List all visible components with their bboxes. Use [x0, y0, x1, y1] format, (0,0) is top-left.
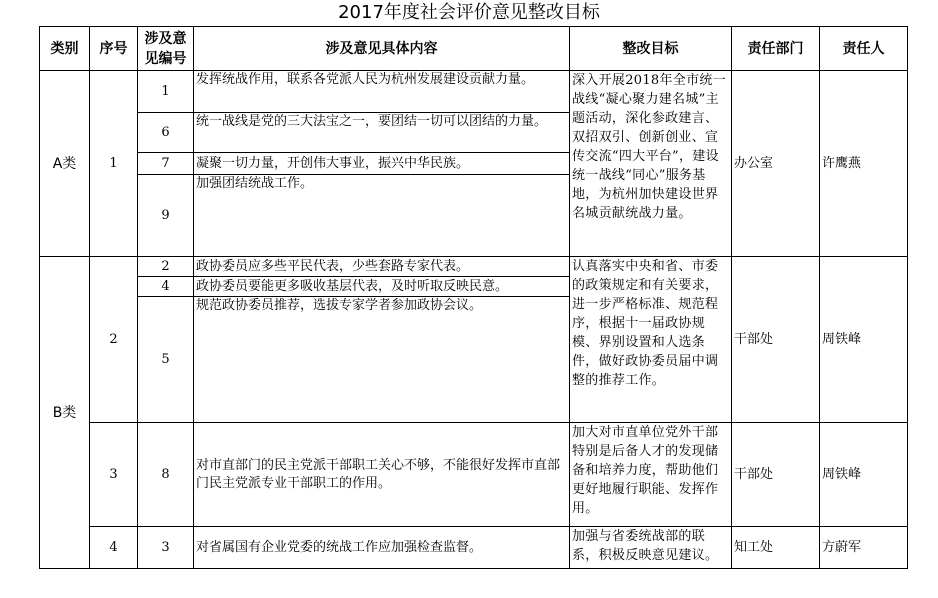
ref-no-cell: 3 [138, 527, 194, 569]
category-a: A类 [40, 71, 90, 257]
person-cell: 周铁峰 [820, 423, 908, 527]
target-cell: 深入开展2018年全市统一战线“凝心聚力建名城”主题活动，深化参政建言、双招双引、创新创业、宣传交流“四大平台”，建设统一战线“同心”服务基地，为杭州加快建设世界名城贡献统战力量。 [570, 71, 732, 257]
content-cell: 统一战线是党的三大法宝之一，要团结一切可以团结的力量。 [194, 113, 570, 153]
header-category: 类别 [40, 27, 90, 71]
category-b: B类 [40, 257, 90, 569]
header-row [40, 27, 908, 71]
person-cell: 周铁峰 [820, 257, 908, 423]
content-cell: 加强团结统战工作。 [194, 175, 570, 257]
page-title: 2017年度社会评价意见整改目标 [338, 2, 600, 23]
ref-no-cell: 8 [138, 423, 194, 527]
ref-no-cell: 4 [138, 277, 194, 297]
dept-cell: 干部处 [732, 423, 820, 527]
header-ref-no: 涉及意见编号 [138, 27, 194, 71]
seq-cell: 4 [90, 527, 138, 569]
target-cell: 加大对市直单位党外干部特别是后备人才的发现储备和培养力度，帮助他们更好地履行职能、发挥作用。 [570, 423, 732, 527]
ref-no-cell: 7 [138, 153, 194, 175]
dept-cell: 知工处 [732, 527, 820, 569]
dept-cell: 干部处 [732, 257, 820, 423]
ref-no-cell: 9 [138, 175, 194, 257]
target-cell: 加强与省委统战部的联系，积极反映意见建议。 [570, 527, 732, 569]
table-row [40, 257, 908, 277]
ref-no-cell: 5 [138, 297, 194, 423]
person-cell: 许鹰燕 [820, 71, 908, 257]
dept-cell: 办公室 [732, 71, 820, 257]
content-cell: 对市直部门的民主党派干部职工关心不够，不能很好发挥市直部门民主党派专业干部职工的作用。 [194, 423, 570, 527]
content-cell: 对省属国有企业党委的统战工作应加强检查监督。 [194, 527, 570, 569]
header-person: 责任人 [820, 27, 908, 71]
seq-cell: 2 [90, 257, 138, 423]
header-dept: 责任部门 [732, 27, 820, 71]
content-cell: 政协委员要能更多吸收基层代表，及时听取反映民意。 [194, 277, 570, 297]
target-cell: 认真落实中央和省、市委的政策规定和有关要求，进一步严格标准、规范程序，根据十一届政协规模、界别设置和人选条件，做好政协委员届中调整的推荐工作。 [570, 257, 732, 423]
table-row [40, 527, 908, 569]
rectification-table [39, 26, 908, 569]
header-seq: 序号 [90, 27, 138, 71]
table-row [40, 423, 908, 527]
seq-cell: 3 [90, 423, 138, 527]
content-cell: 政协委员应多些平民代表，少些套路专家代表。 [194, 257, 570, 277]
table-row [40, 71, 908, 113]
person-cell: 方蔚军 [820, 527, 908, 569]
ref-no-cell: 1 [138, 71, 194, 113]
header-content: 涉及意见具体内容 [194, 27, 570, 71]
content-cell: 凝聚一切力量，开创伟大事业，振兴中华民族。 [194, 153, 570, 175]
ref-no-cell: 2 [138, 257, 194, 277]
content-cell: 规范政协委员推荐，选拔专家学者参加政协会议。 [194, 297, 570, 423]
ref-no-cell: 6 [138, 113, 194, 153]
seq-cell: 1 [90, 71, 138, 257]
content-cell: 发挥统战作用，联系各党派人民为杭州发展建设贡献力量。 [194, 71, 570, 113]
header-target: 整改目标 [570, 27, 732, 71]
